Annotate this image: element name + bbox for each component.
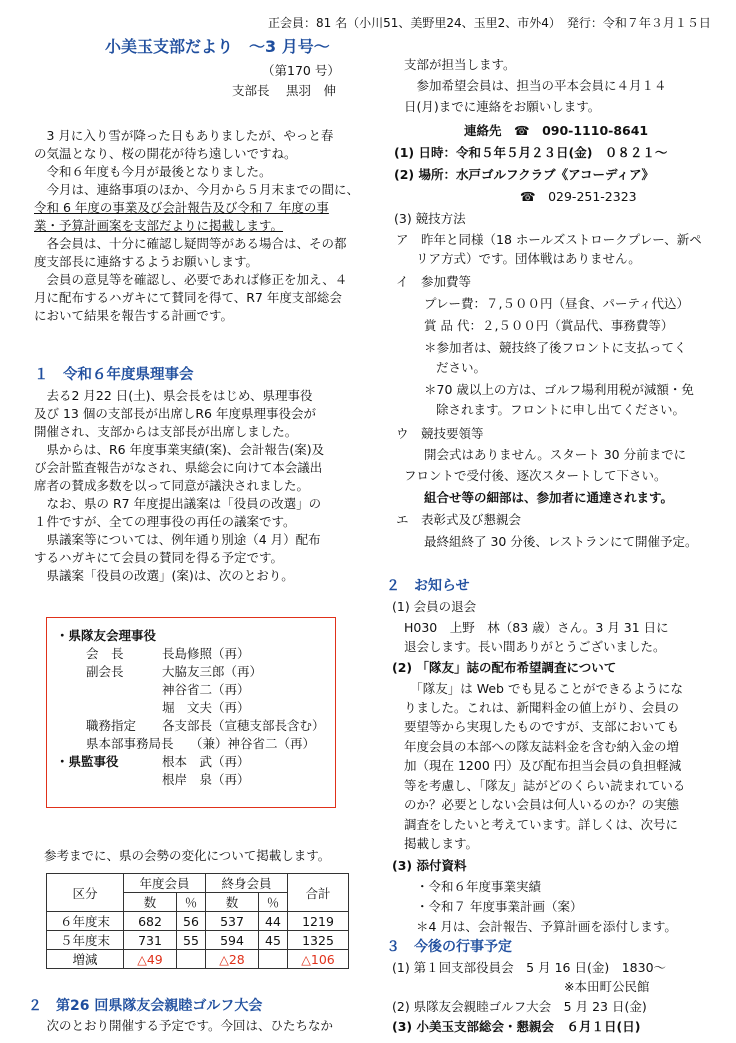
col-header-count: 数 (124, 893, 177, 912)
right-line: ＊参加者は、競技終了後フロントに支払ってく (424, 340, 687, 355)
annual-pct: 56 (177, 912, 206, 931)
annual-pct: 55 (177, 931, 206, 950)
right-line: (1) 会員の退会 (392, 599, 477, 614)
fee-prize: 賞 品 代：２,５００円（賞品代、事務費等） (424, 318, 674, 333)
right-line: イ 参加費等 (396, 274, 472, 289)
auditor-heading: ・県監事役 (56, 754, 119, 769)
col-header-pct: ％ (177, 893, 206, 912)
right-line: 等を考慮し、「隊友」誌がどのくらい読まれている (404, 778, 686, 793)
col-header-count: 数 (206, 893, 259, 912)
section-heading-golf: ２ 第26 回県隊友会親睦ゴルフ大会 (28, 998, 263, 1014)
venue-phone: ☎ 029-251-2323 (520, 189, 637, 204)
right-line: (3) 添付資料 (392, 858, 467, 873)
issue-number: （第170 号） (262, 63, 340, 78)
total: 1219 (288, 912, 349, 931)
right-line: のか？必要としない会員は何人いるのか？の実態 (404, 797, 680, 812)
officer-role: 副会長 (86, 664, 124, 679)
right-line: フロントで受付後、逐次スタートして下さい。 (404, 468, 667, 483)
annual-count: 731 (124, 931, 177, 950)
right-line: りました。これは、新聞料金の値上がり、会員の (404, 700, 680, 715)
row-label: 増減 (47, 950, 124, 969)
intro-line: 業・予算計画案を支部だよりに掲載します。 (34, 218, 284, 233)
intro-line: 度支部長に連絡するようお願いします。 (34, 254, 259, 269)
event-venue: (2) 場所：水戸ゴルフクラブ《アコーディア》 (394, 167, 654, 182)
intro-line: 令和 6 年度の事業及び会計報告及び令和７ 年度の事 (34, 200, 329, 215)
life-count: 537 (206, 912, 259, 931)
life-pct (259, 950, 288, 969)
life-count: △28 (206, 950, 259, 969)
intro-line: 月に配布するハガキにて賛同を得て、R7 年度支部総会 (34, 290, 342, 305)
contact-phone: 連絡先 ☎ 090-1110-8641 (464, 123, 649, 138)
intro-line: 令和６年度も今月が最後となりました。 (34, 164, 272, 179)
right-line: 除されます。フロントに申し出てください。 (436, 402, 686, 417)
right-line: 掲載します。 (404, 836, 479, 851)
schedule-item: (3) 小美玉支部総会・懇親会 ６月１日(日) (392, 1019, 641, 1034)
col-header-pct: ％ (259, 893, 288, 912)
membership-stats-table (46, 873, 349, 969)
right-line: 「隊友」は Web でも見ることができるようにな (404, 681, 683, 696)
annual-count: △49 (124, 950, 177, 969)
life-pct: 44 (259, 912, 288, 931)
author: 支部長 黒羽 伸 (232, 83, 336, 98)
schedule-note: ※本田町公民館 (564, 979, 650, 994)
officer-name: 長島修照（再） (162, 646, 250, 661)
right-line: ウ 競技要領等 (396, 426, 484, 441)
right-line: 開会式はありません。スタート 30 分前までに (424, 447, 687, 462)
council-line: 席者の賛成多数を以って同意が議決されました。 (34, 478, 310, 493)
right-line: 要望等から実現したものですが、支部においても (404, 719, 680, 734)
council-line: び会計監査報告がなされ、県総会に向けて本会議出 (34, 460, 323, 475)
council-line: 開催され、支部からは支部長が出席しました。 (34, 424, 298, 439)
right-line: ・令和７ 年度事業計画（案） (416, 899, 583, 914)
right-line: ・令和６年度事業実績 (416, 879, 542, 894)
schedule-item: (2) 県隊友会親睦ゴルフ大会 5 月 23 日(金) (392, 999, 647, 1014)
total: △106 (288, 950, 349, 969)
officer-name: 大脇友三郎（再） (162, 664, 263, 679)
right-line: 支部が担当します。 (404, 57, 516, 72)
col-header-annual: 年度会員 (124, 874, 206, 893)
stats-intro: 参考までに、県の会勢の変化について掲載します。 (44, 848, 331, 863)
life-count: 594 (206, 931, 259, 950)
life-pct: 45 (259, 931, 288, 950)
right-line: 年度会員の本部への隊友誌料金を含む納入金の増 (404, 739, 680, 754)
right-line: 日(月)までに連絡をお願いします。 (404, 99, 601, 114)
event-datetime: (1) 日時：令和５年５月２３日(金) ０８２１～ (394, 145, 668, 160)
members-issue-line: 正会員：81 名（小川51、美野里24、玉里2、市外4） 発行：令和７年３月１５日 (268, 16, 711, 30)
council-line: 県からは、R6 年度事業実績(案)、会計報告(案)及 (34, 442, 325, 457)
right-line: 最終組終了 30 分後、レストランにて開催予定。 (424, 534, 698, 549)
right-line: H030 上野 林（83 歳）さん。3 月 31 日に (404, 620, 669, 635)
row-label: ６年度末 (47, 912, 124, 931)
council-line: 去る2 月22 日(土)、県会長をはじめ、県理事役 (34, 388, 313, 403)
right-line: ア 昨年と同様（18 ホールズストロークプレー、新ペ (396, 232, 702, 247)
officer-role: 職務指定 (86, 718, 137, 733)
officer-name: （兼）神谷省二（再） (190, 736, 316, 751)
right-line: エ 表彰式及び懇親会 (396, 512, 522, 527)
golf-intro-line: 次のとおり開催する予定です。今回は、ひたちなか (34, 1018, 334, 1033)
right-line: (3) 競技方法 (394, 211, 466, 226)
annual-pct (177, 950, 206, 969)
schedule-item: (1) 第１回支部役員会 5 月 16 日(金) 1830～ (392, 960, 667, 975)
row-label: ５年度末 (47, 931, 124, 950)
right-line: 退会します。長い間ありがとうございました。 (404, 639, 666, 654)
col-header-total: 合計 (288, 874, 349, 912)
council-line: なお、県の R7 年度提出議案は「役員の改選」の (34, 496, 322, 511)
council-line: 県議案等については、例年通り別途（4 月）配布 (34, 532, 321, 547)
auditor-name: 根岸 泉（再） (162, 772, 250, 787)
right-line: ＊4 月は、会計報告、予算計画を添付します。 (416, 919, 677, 934)
intro-line: において結果を報告する計画です。 (34, 308, 234, 323)
section-heading-schedule: ３ 今後の行事予定 (386, 939, 512, 955)
auditor-name: 根本 武（再） (162, 754, 250, 769)
officer-role: 会 長 (86, 646, 124, 661)
officer-name: 神谷省二（再） (162, 682, 250, 697)
officer-role: 県本部事務局長 (86, 736, 174, 751)
intro-line: 会員の意見等を確認し、必要であれば修正を加え、４ (34, 272, 348, 287)
council-line: 及び 13 個の支部長が出席しR6 年度県理事役会が (34, 406, 316, 421)
col-header-life: 終身会員 (206, 874, 288, 893)
officer-name: 堀 文夫（再） (162, 700, 250, 715)
section-heading-notices: ２ お知らせ (386, 578, 470, 594)
officer-name: 各支部長（宣穂支部長含む） (162, 718, 325, 733)
intro-line: の気温となり、桜の開花が待ち遠しいですね。 (34, 146, 297, 161)
total: 1325 (288, 931, 349, 950)
col-header-group: 区分 (47, 874, 124, 912)
director-heading: ・県隊友会理事役 (56, 628, 157, 643)
intro-line: 今月は、連絡事項のほか、今月から５月末までの間に、 (34, 182, 360, 197)
right-line: ＊70 歳以上の方は、ゴルフ場利用税が減額・免 (424, 382, 694, 397)
right-line: ださい。 (436, 360, 487, 375)
table-row (47, 931, 349, 950)
table-row (47, 950, 349, 969)
fee-play: プレー費：７,５００円（昼食、パーティ代込） (424, 296, 689, 311)
newsletter-title: 小美玉支部だより ～3 月号～ (105, 37, 330, 56)
right-line: 参加希望会員は、担当の平本会員に４月１４ (404, 78, 667, 93)
section-heading-council: １ 令和６年度県理事会 (34, 367, 194, 383)
right-line: (2) 「隊友」誌の配布希望調査について (392, 660, 617, 675)
right-line: 組合せ等の細部は、参加者に通達されます。 (424, 490, 674, 505)
council-line: 県議案「役員の改選」(案)は、次のとおり。 (34, 568, 294, 583)
right-line: リア方式）です。団体戦はありません。 (416, 251, 641, 266)
intro-line: 各会員は、十分に確認し疑問等がある場合は、その都 (34, 236, 347, 251)
annual-count: 682 (124, 912, 177, 931)
council-line: するハガキにて会員の賛同を得る予定です。 (34, 550, 284, 565)
table-row (47, 912, 349, 931)
right-line: 加（現在 1200 円）及び配布担当会員の負担軽減 (404, 758, 682, 773)
right-line: 調査をしたいと考えています。詳しくは、次号に (404, 817, 679, 832)
council-line: １件ですが、全ての理事役の再任の議案です。 (34, 514, 296, 529)
intro-line: 3 月に入り雪が降った日もありましたが、やっと春 (34, 128, 334, 143)
